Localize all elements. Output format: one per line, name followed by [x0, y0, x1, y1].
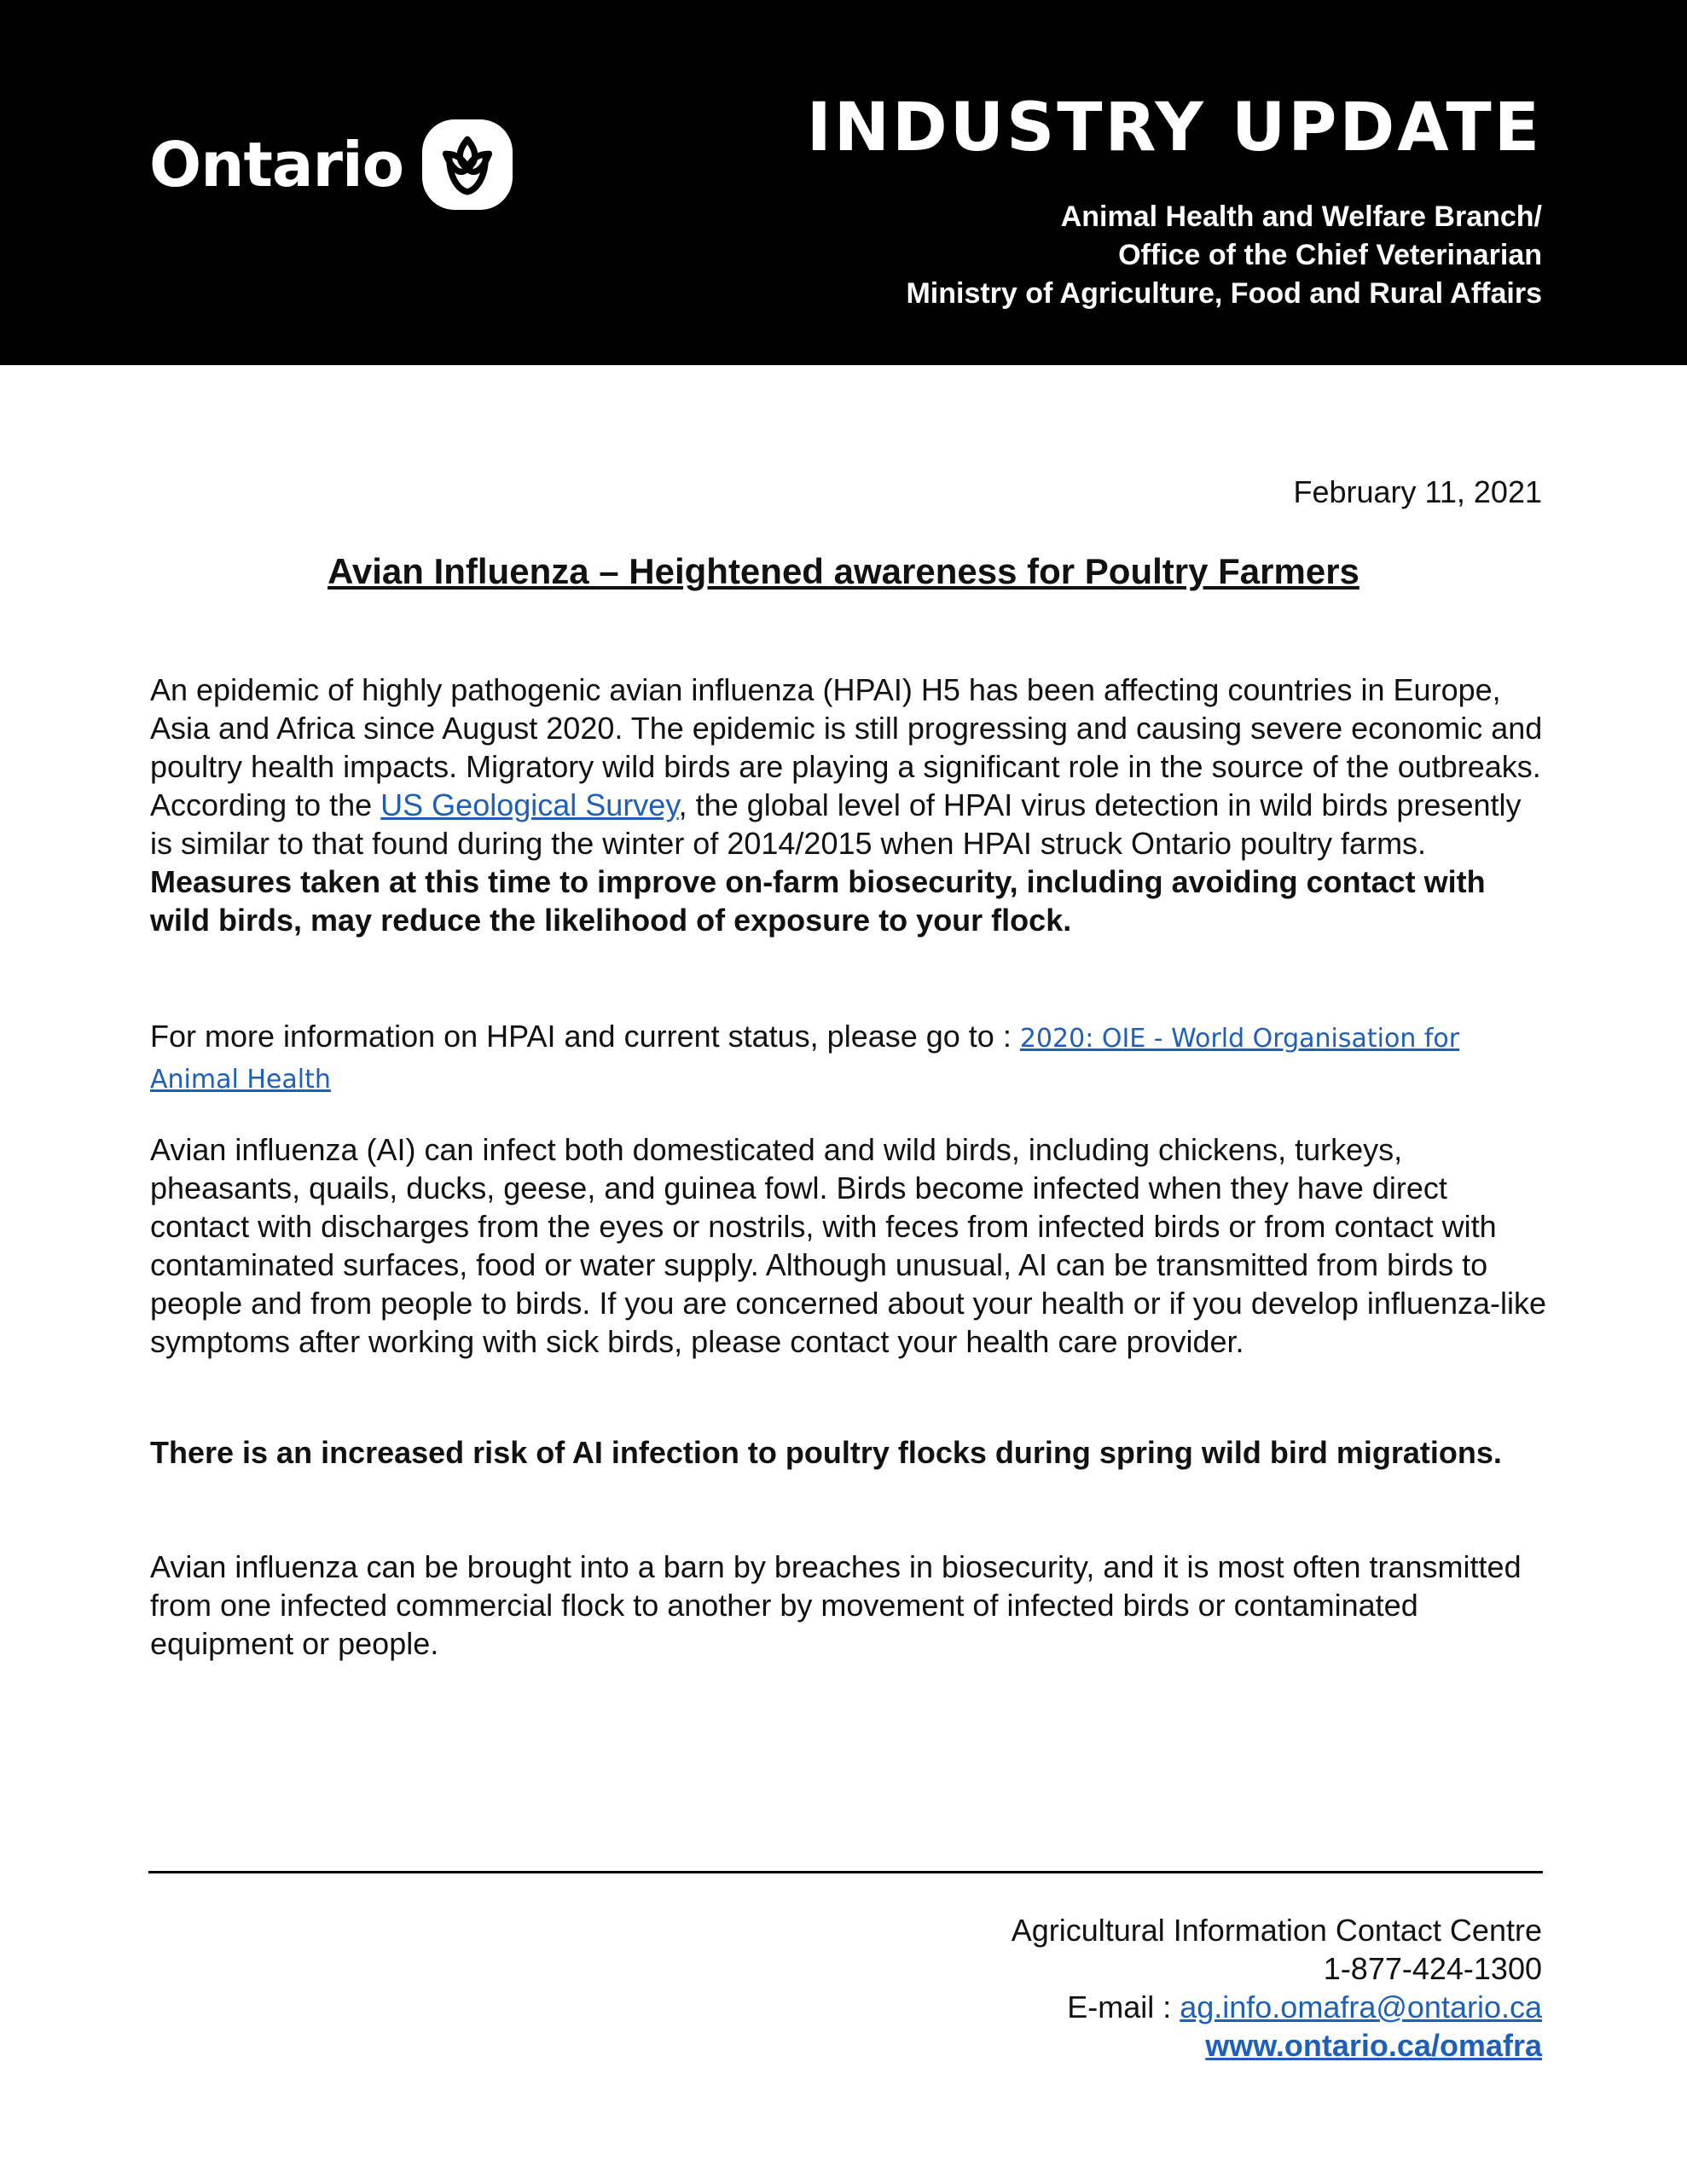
paragraph-risk-warning [150, 1433, 1549, 1472]
paragraph-barn-spread [150, 1548, 1549, 1663]
ministry-line: Ministry of Agriculture, Food and Rural Affairs [906, 277, 1542, 310]
document-title: Avian Influenza – Heightened awareness for Poultry Farmers [328, 551, 1359, 591]
paragraph-text: For more information on HPAI and current status, please go to : [150, 1019, 1020, 1054]
email-link[interactable]: ag.info.omafra@ontario.ca [1180, 1989, 1542, 2024]
biosecurity-emphasis: Measures taken at this time to improve on-farm biosecurity, including avoiding contact with wild birds, may reduce the likelihood of exposure to your flock. [150, 864, 1486, 938]
contact-email-row [1012, 1988, 1542, 2026]
paragraph-text: Avian influenza can be brought into a barn by breaches in biosecurity, and it is most often transmitted from one infected commercial flock to another by movement of infected birds or contaminated equipment or people. [150, 1549, 1522, 1661]
office-line: Office of the Chief Veterinarian [1118, 239, 1542, 271]
contact-web-row [1012, 2026, 1542, 2065]
oie-link[interactable]: 2020: OIE - World Organisation for Animal Health [150, 1024, 1460, 1095]
us-geological-survey-link[interactable]: US Geological Survey [380, 787, 679, 822]
document-date: February 11, 2021 [1293, 474, 1542, 509]
contact-footer [1012, 1911, 1542, 2065]
branch-line: Animal Health and Welfare Branch/ [1060, 200, 1542, 233]
website-link[interactable]: www.ontario.ca/omafra [1205, 2028, 1542, 2063]
paragraph-text: There is an increased risk of AI infection to poultry flocks during spring wild bird migrations. [150, 1435, 1502, 1470]
paragraph-text: , the global level of HPAI virus detection in wild birds presently is similar to that found during the winter of 2014/2015 when HPAI struck Ontario poultry farms. [150, 787, 1522, 861]
paragraph-text: An epidemic of highly pathogenic avian influenza (HPAI) H5 has been affecting countries in Europe, Asia and Africa since August 2020. The epidemic is still progressing and causing severe economic and poultry health impacts. Migratory wild birds are playing a significant role in the source of the outbreaks. According to the [150, 672, 1543, 822]
logo-wordmark: Ontario [149, 129, 404, 200]
paragraph-more-info [150, 1017, 1549, 1099]
ontario-logo [149, 118, 513, 212]
contact-org: Agricultural Information Contact Centre [1011, 1913, 1542, 1948]
footer-divider [148, 1871, 1543, 1873]
branch-info [906, 198, 1542, 313]
ontario-trillium-icon [422, 119, 513, 210]
email-label: E-mail : [1067, 1989, 1180, 2024]
contact-phone: 1-877-424-1300 [1323, 1951, 1542, 1986]
paragraph-text: Avian influenza (AI) can infect both domesticated and wild birds, including chickens, turkeys, pheasants, quails, ducks, geese, and guinea fowl. Birds become infected when they have direct contact with discharges from the eyes or nostrils, with feces from infected birds or from contact with contaminated surfaces, food or water supply. Although unusual, AI can be transmitted from birds to people and from people to birds. If you are concerned about your health or if you develop influenza-like symptoms after working with sick birds, please contact your health care provider. [150, 1132, 1547, 1359]
paragraph-transmission [150, 1130, 1549, 1361]
industry-update-title: INDUSTRY UPDATE [806, 90, 1542, 166]
paragraph-epidemic [150, 671, 1549, 939]
header-banner [0, 0, 1687, 365]
